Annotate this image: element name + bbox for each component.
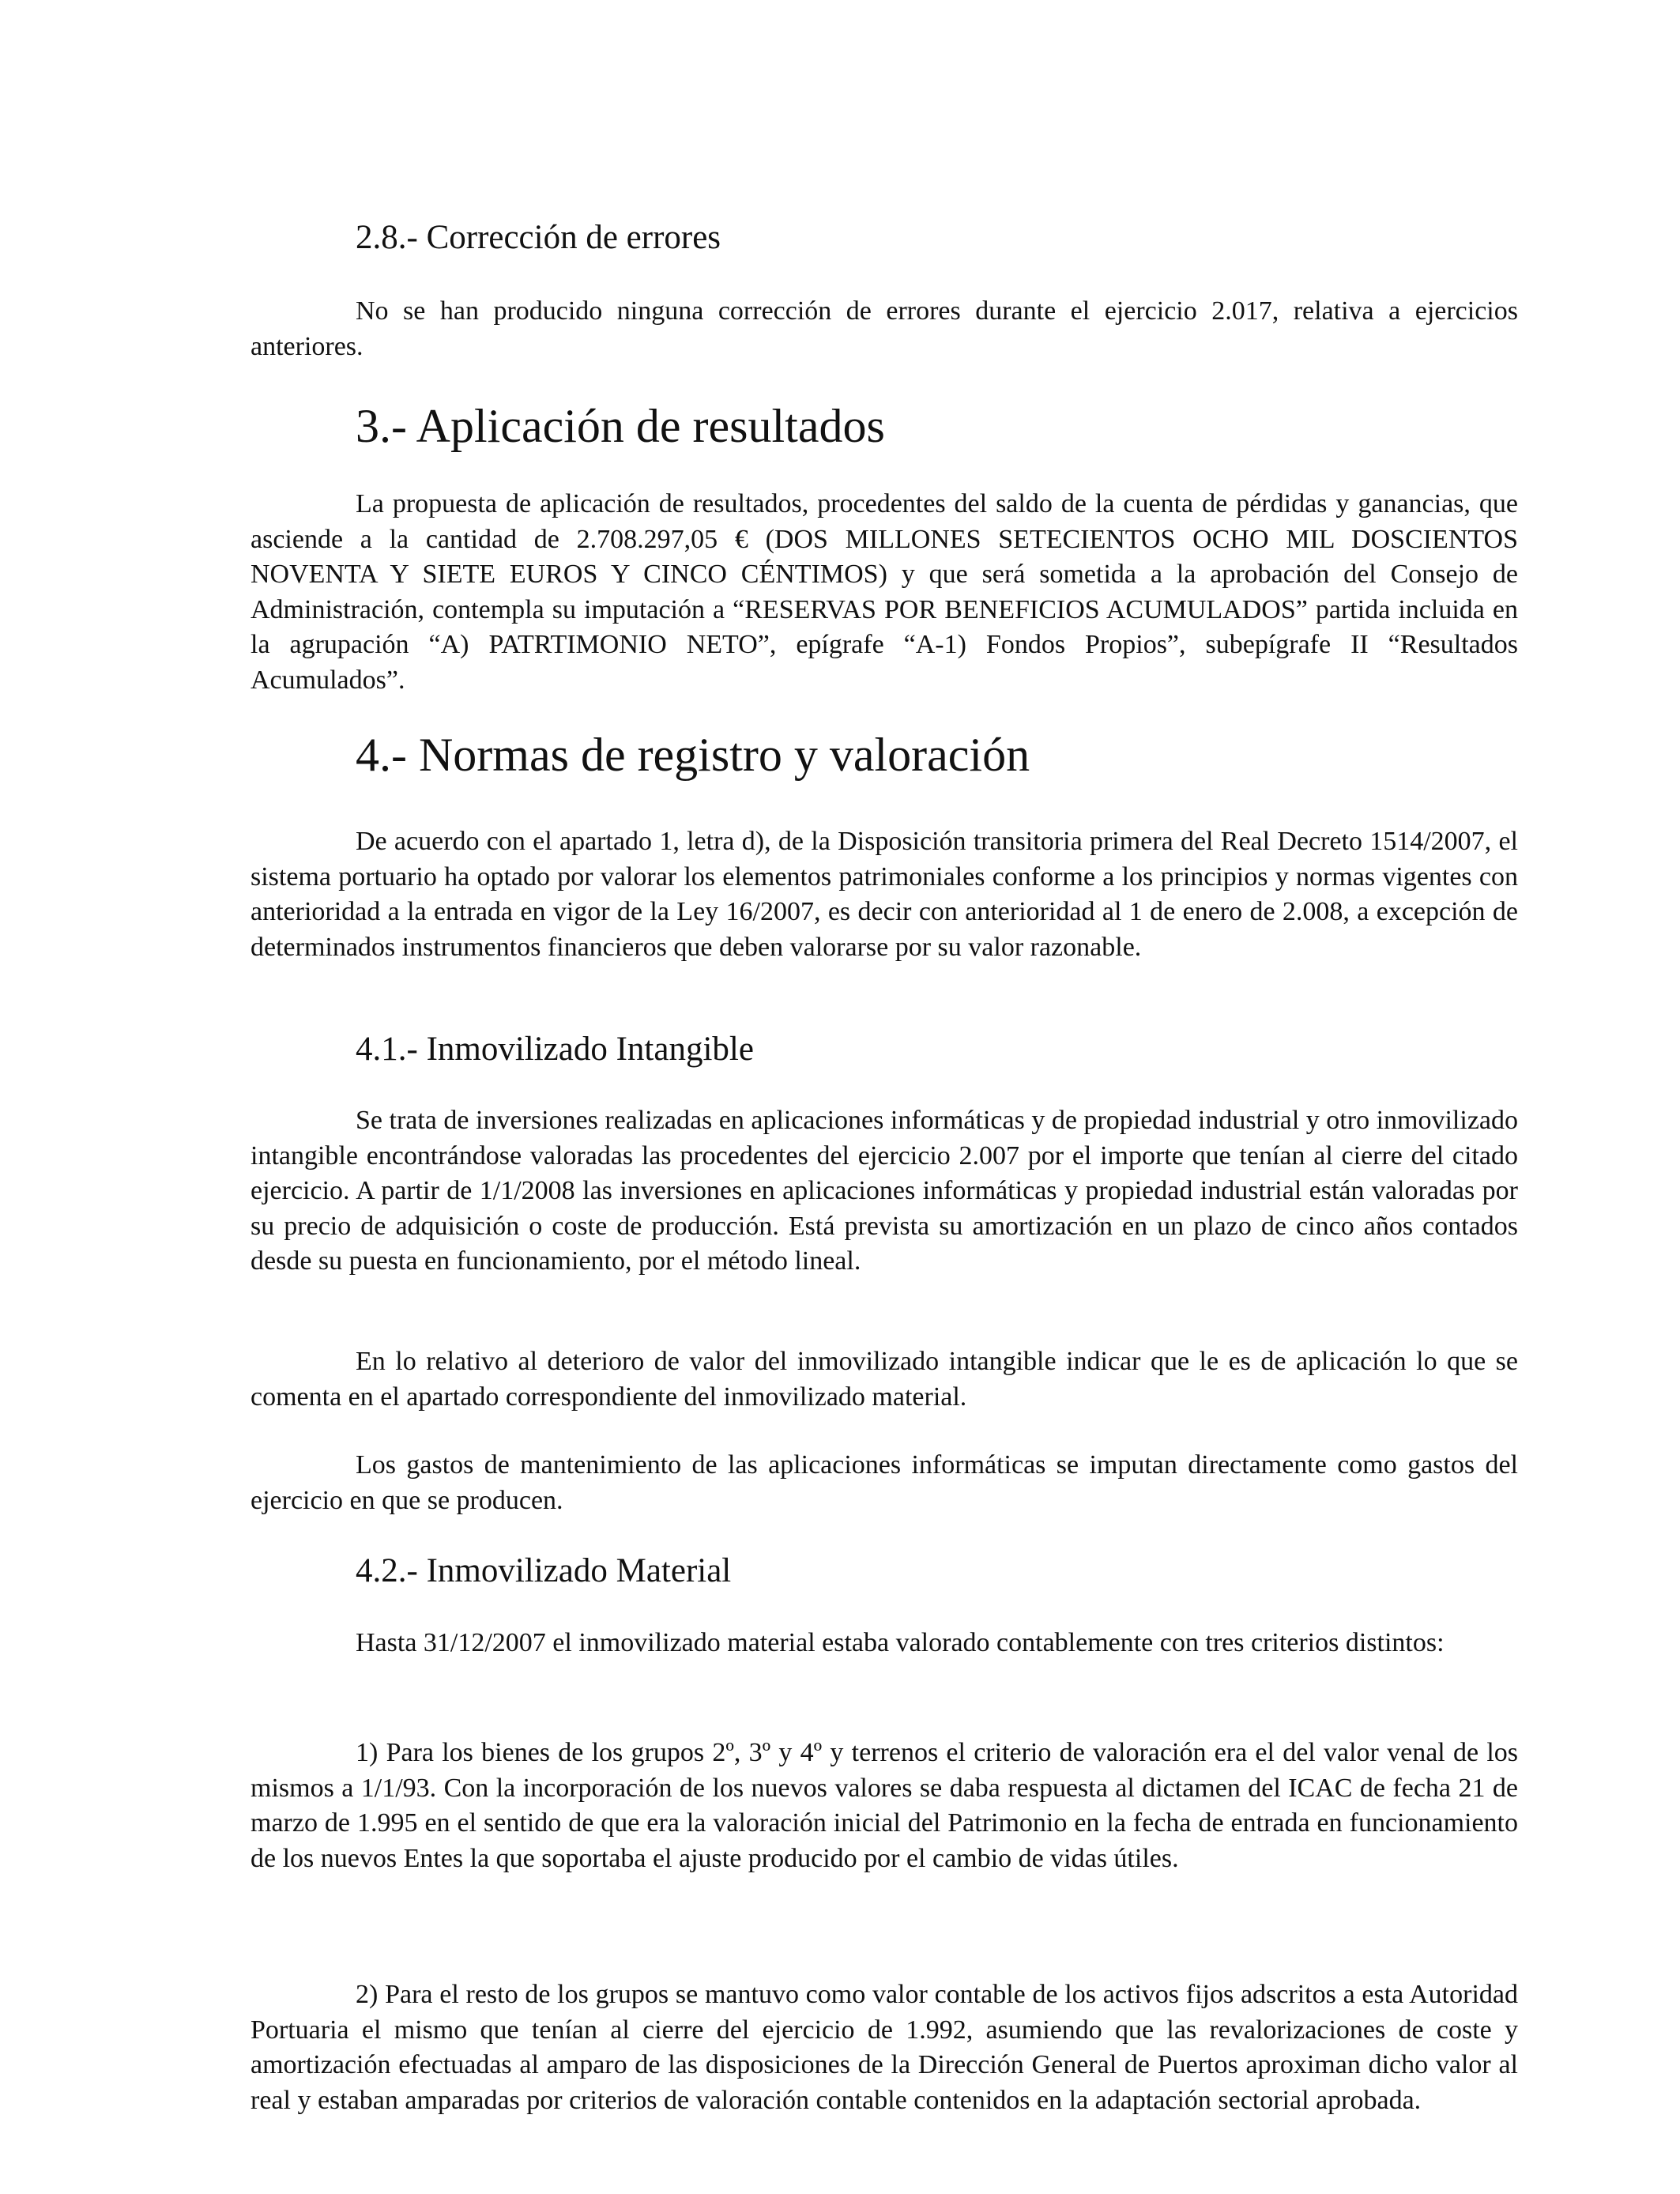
section-heading-3: 3.- Aplicación de resultados [356,400,885,452]
section-heading-4-1: 4.1.- Inmovilizado Intangible [356,1031,754,1068]
section-heading-2-8: 2.8.- Corrección de errores [356,219,721,256]
paragraph-4-1-3: Los gastos de mantenimiento de las aplicaciones informáticas se imputan directamente como gastos del ejercicio en que se producen. [250,1450,1518,1515]
paragraph-4-1: De acuerdo con el apartado 1, letra d), de la Disposición transitoria primera del Real Decreto 1514/2007, el sistema portuario ha optado por valorar los elementos patrimoniales conforme a los principios y normas vigentes con anterioridad a la entrada en vigor de la Ley 16/2007, es decir con anterioridad al 1 de enero de 2.008, a excepción de determinados instrumentos financieros que deben valorarse por su valor razonable. [250,827,1518,962]
paragraph-4-2-1: Hasta 31/12/2007 el inmovilizado material estaba valorado contablemente con tres criterios distintos: [356,1628,1445,1657]
section-heading-4-2: 4.2.- Inmovilizado Material [356,1552,732,1589]
paragraph-4-2-3: 2) Para el resto de los grupos se mantuvo como valor contable de los activos fijos adscritos a esta Autoridad Portuaria el mismo que tenían al cierre del ejercicio de 1.992, asumiendo que las revalorizaciones de coste y amortización efectuadas al amparo de las disposiciones de la Dirección General de Puertos aproximan dicho valor al real y estaban amparadas por criterios de valoración contable contenidos en la adaptación sectorial aprobada. [250,1980,1518,2115]
section-heading-4: 4.- Normas de registro y valoración [356,729,1030,781]
paragraph-4-1-2: En lo relativo al deterioro de valor del inmovilizado intangible indicar que le es de aplicación lo que se comenta en el apartado correspondiente del inmovilizado material. [250,1347,1518,1412]
paragraph-4-1-1: Se trata de inversiones realizadas en aplicaciones informáticas y de propiedad industrial y otro inmovilizado intangible encontrándose valoradas las procedentes del ejercicio 2.007 por el importe que tenían al cierre del citado ejercicio. A partir de 1/1/2008 las inversiones en aplicaciones informáticas y propiedad industrial están valoradas por su precio de adquisición o coste de producción. Está prevista su amortización en un plazo de cinco años contados desde su puesta en funcionamiento, por el método lineal. [250,1106,1518,1276]
paragraph-2-8-1: No se han producido ninguna corrección de errores durante el ejercicio 2.017, relativa a ejercicios anteriores. [250,296,1518,361]
paragraph-4-2-2: 1) Para los bienes de los grupos 2º, 3º y 4º y terrenos el criterio de valoración era el del valor venal de los mismos a 1/1/93. Con la incorporación de los nuevos valores se daba respuesta al dictamen del ICAC de fecha 21 de marzo de 1.995 en el sentido de que era la valoración inicial del Patrimonio en la fecha de entrada en funcionamiento de los nuevos Entes la que soportaba el ajuste producido por el cambio de vidas útiles. [250,1738,1518,1873]
paragraph-3-1: La propuesta de aplicación de resultados, procedentes del saldo de la cuenta de pérdidas y ganancias, que asciende a la cantidad de 2.708.297,05 € (DOS MILLONES SETECIENTOS OCHO MIL DOSCIENTOS NOVENTA Y SIETE EUROS Y CINCO CÉNTIMOS) y que será sometida a la aprobación del Consejo de Administración, contempla su imputación a “RESERVAS POR BENEFICIOS ACUMULADOS” partida incluida en la agrupación “A) PATRTIMONIO NETO”, epígrafe “A-1) Fondos Propios”, subepígrafe II “Resultados Acumulados”. [250,489,1518,695]
